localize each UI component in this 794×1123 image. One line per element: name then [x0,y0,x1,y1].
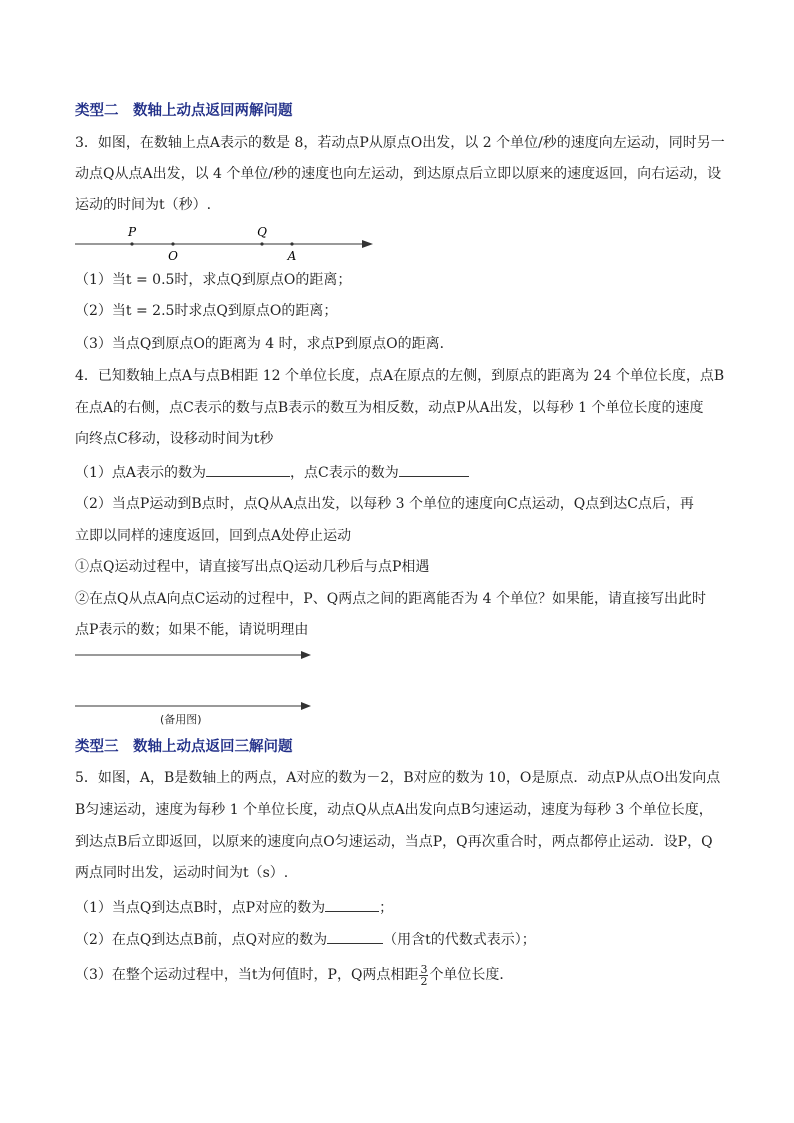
answer-blank-a[interactable] [206,462,290,477]
q5-sub2 [75,929,725,951]
q4-sub2-line2: 立即以同样的速度返回，回到点A处停止运动 [75,528,352,544]
q4-sub2-line1: （2）当点P运动到B点时，点Q从A点出发，以每秒 3 个单位的速度向C点运动，Q点到达C点后，再 [75,496,694,512]
q4-sub1 [75,462,725,484]
q3-line1: 3．如图，在数轴上点A表示的数是 8，若动点P从原点O出发，以 2 个单位/秒的速度向左运动，同时另一 [75,135,725,151]
q5-line1: 5．如图，A，B是数轴上的两点，A对应的数为－2，B对应的数为 10，O是原点．动点P从点O出发向点 [75,770,721,786]
q3-point-q-dot [260,242,263,245]
q5-sub3 [75,960,725,990]
q3-line3: 运动的时间为t（秒）. [75,197,212,213]
q3-point-a-dot [290,242,293,245]
q3-axis-arrow-icon [362,240,373,248]
q4-line3: 向终点C移动，设移动时间为t秒 [75,431,274,447]
q5-sub1 [75,897,725,919]
fraction-three-halves [419,964,428,987]
section-heading-type2: 类型二 数轴上动点返回两解问题 [75,103,293,119]
q5-line3: 到达点B后立即返回，以原来的速度向点O匀速运动，当点P，Q再次重合时，两点都停止运动．设P，Q [75,834,713,850]
q3-number-line [70,222,380,264]
answer-blank-q[interactable] [327,929,383,944]
q4-sub1-part-a: （1）点A表示的数为 [75,465,207,481]
q4-line2: 在点A的右侧，点C表示的数与点B表示的数互为相反数，动点P从A出发，以每秒 1 个单位长度的速度 [75,400,704,416]
q4-axis1-arrow-icon [301,651,311,659]
q5-sub3-part-b: 个单位长度． [429,967,514,983]
q3-label-a: A [287,249,297,263]
section-heading-type3: 类型三 数轴上动点返回三解问题 [75,739,293,755]
q4-line1: 4．已知数轴上点A与点B相距 12 个单位长度，点A在原点的左侧，到原点的距离为 24 个单位长度，点B [75,368,725,384]
q5-sub2-part-a: （2）在点Q到达点B前，点Q对应的数为 [75,932,328,948]
q4-sub1-part-b: ，点C表示的数为 [290,465,399,481]
q4-blank-number-line-1 [70,645,320,665]
q5-sub2-part-b: （用含t的代数式表示）； [383,932,536,948]
q5-line4: 两点同时出发，运动时间为t（s）. [75,865,289,881]
q3-sub3: （3）当点Q到原点O的距离为 4 时，求点P到原点O的距离． [75,336,454,352]
fraction-numerator: 3 [420,962,428,976]
q3-sub1: （1）当t = 0.5时，求点Q到原点O的距离； [75,272,352,288]
q3-label-q: Q [257,225,267,239]
q5-sub3-part-a: （3）在整个运动过程中，当t为何值时，P，Q两点相距 [75,967,419,983]
q5-line2: B匀速运动，速度为每秒 1 个单位长度，动点Q从点A出发向点B匀速运动，速度为每秒 3 个单位长度， [75,802,713,818]
answer-blank-p[interactable] [325,897,379,912]
q3-label-p: P [127,225,137,239]
q5-sub1-part-b: ； [379,900,394,916]
q4-circle2-line2: 点P表示的数；如果不能，请说明理由 [75,622,309,638]
q4-circle1: ①点Q运动过程中，请直接写出点Q运动几秒后与点P相遇 [75,559,430,575]
q3-point-p-dot [130,242,133,245]
fraction-denominator: 2 [420,974,428,988]
q5-sub1-part-a: （1）当点Q到达点B时，点P对应的数为 [75,900,326,916]
q4-axis2-arrow-icon [301,702,311,710]
q3-label-o: O [168,249,178,263]
spare-figure-caption: (备用图) [160,713,202,726]
q3-point-o-dot [171,242,174,245]
q3-sub2: （2）当t = 2.5时求点Q到原点O的距离； [75,303,338,319]
q3-line2: 动点Q从点A出发，以 4 个单位/秒的速度也向左运动，到达原点后立即以原来的速度返回，向右运动，设 [75,166,722,182]
q4-circle2-line1: ②在点Q从点A向点C运动的过程中，P、Q两点之间的距离能否为 4 个单位？如果能，请直接写出此时 [75,591,707,607]
answer-blank-c[interactable] [399,462,469,477]
